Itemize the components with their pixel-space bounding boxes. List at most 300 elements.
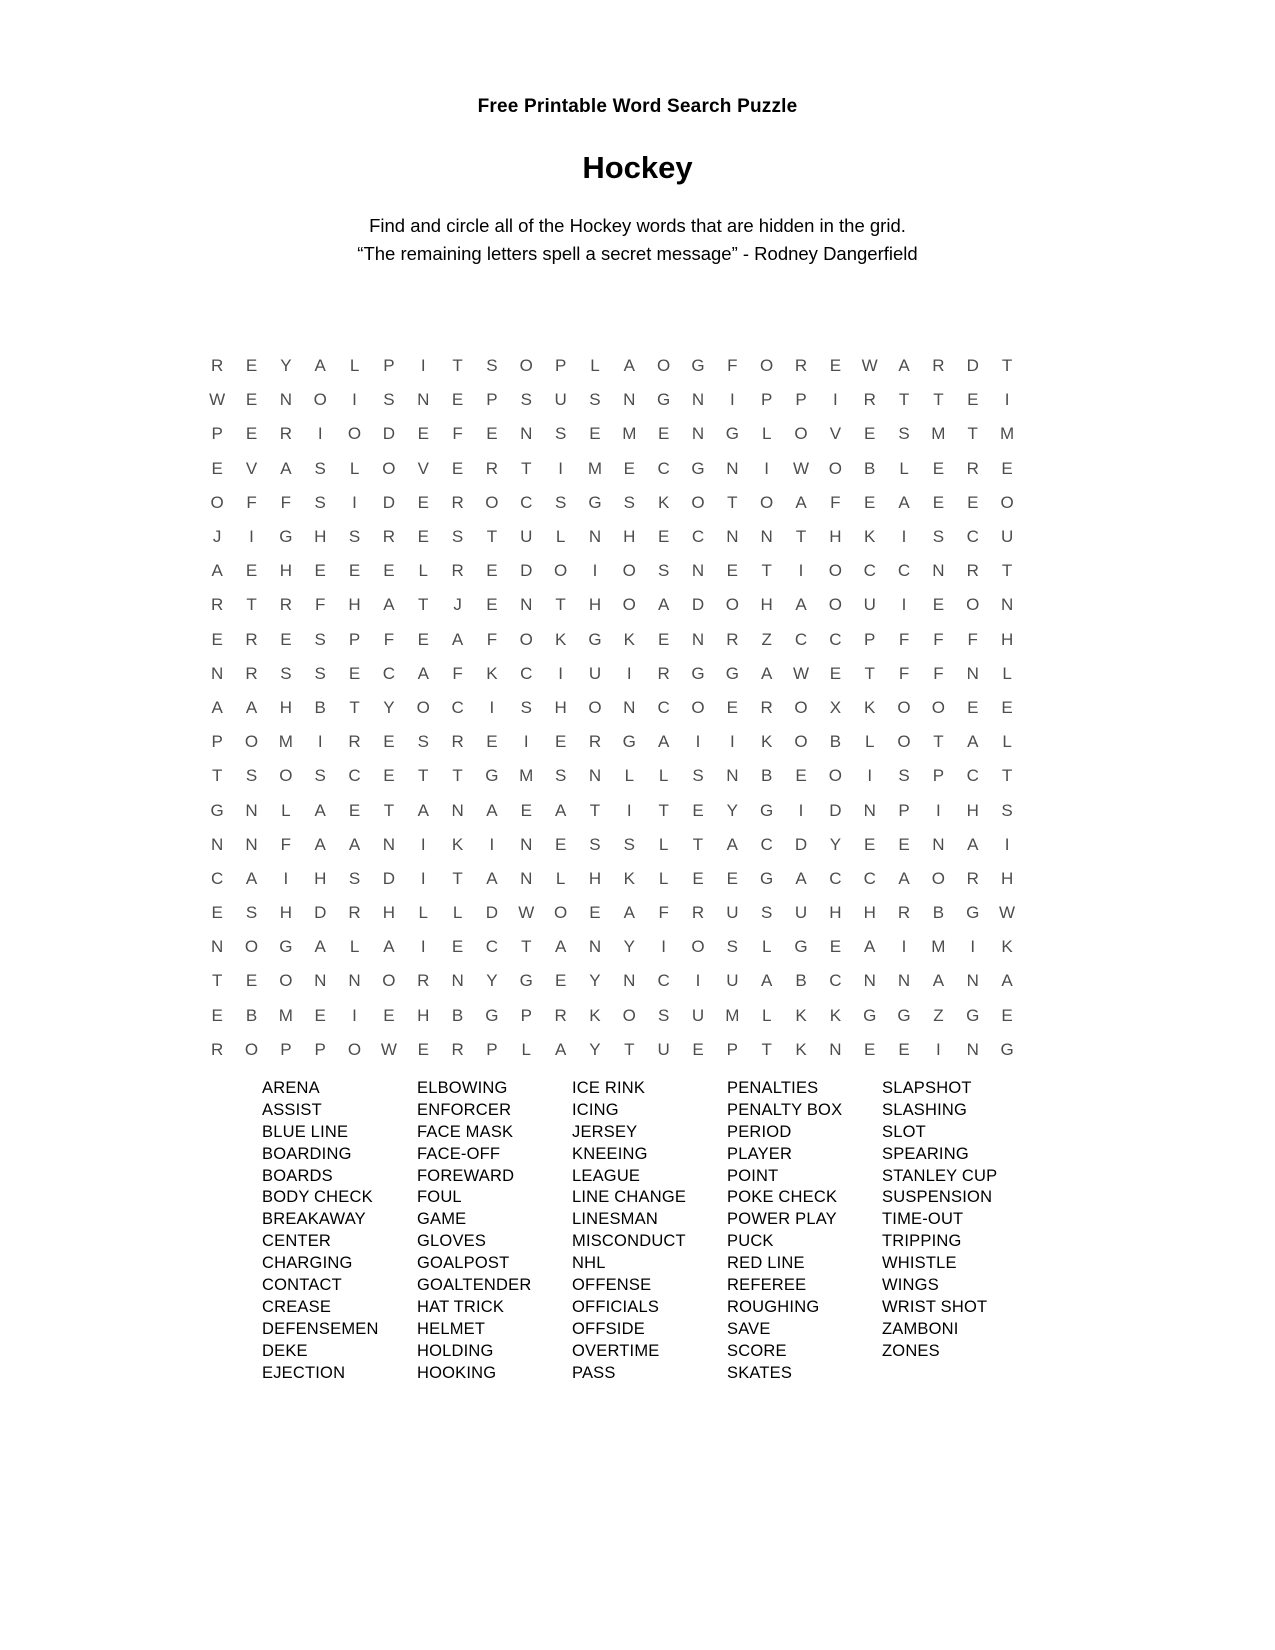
grid-letter: E (451, 390, 464, 410)
grid-letter: C (966, 766, 979, 786)
grid-row (200, 793, 1024, 827)
word-list-item: NHL (572, 1254, 606, 1273)
grid-letter: T (418, 766, 429, 786)
grid-letter: S (589, 390, 601, 410)
grid-letter: F (486, 629, 498, 649)
grid-letter: Y (623, 937, 635, 957)
grid-letter: I (867, 766, 873, 786)
grid-row (200, 930, 1024, 964)
grid-letter: O (553, 561, 568, 581)
word-list-column (727, 1078, 882, 1384)
word-list-item: OVERTIME (572, 1341, 660, 1360)
grid-row (200, 486, 1024, 520)
grid-row (200, 588, 1024, 622)
grid-letter: I (764, 458, 770, 478)
grid-letter: I (420, 834, 426, 854)
grid-row (200, 349, 1024, 383)
grid-letter: Y (383, 697, 395, 717)
grid-letter: O (382, 458, 396, 478)
grid-letter: T (1001, 561, 1013, 581)
grid-letter: T (933, 732, 944, 752)
grid-letter: E (864, 424, 876, 444)
grid-letter: S (554, 766, 567, 786)
grid-letter: O (313, 390, 327, 410)
word-list-item: HOLDING (417, 1341, 494, 1360)
grid-letter: Y (726, 800, 738, 820)
grid-letter: A (451, 629, 464, 649)
grid-letter: O (828, 766, 842, 786)
grid-letter: U (554, 390, 567, 410)
grid-letter: T (486, 527, 498, 547)
grid-letter: I (901, 937, 907, 957)
grid-letter: I (523, 732, 529, 752)
grid-letter: C (485, 937, 499, 957)
grid-letter: O (966, 595, 980, 615)
grid-letter: D (966, 356, 979, 376)
grid-letter: C (348, 766, 361, 786)
grid-letter: R (691, 903, 705, 923)
grid-letter: O (828, 561, 842, 581)
word-list-column (262, 1078, 417, 1384)
word-list-item: DEKE (262, 1341, 308, 1360)
grid-letter: L (349, 937, 360, 957)
grid-letter: E (211, 458, 223, 478)
grid-letter: A (383, 937, 395, 957)
grid-letter: E (898, 834, 910, 854)
grid-letter: A (657, 732, 670, 752)
word-list-item: OFFENSE (572, 1276, 652, 1295)
grid-row (200, 828, 1024, 862)
grid-letter: B (829, 732, 842, 752)
grid-letter: C (966, 527, 979, 547)
grid-letter: K (795, 1039, 807, 1059)
grid-letter: A (314, 356, 326, 376)
word-list-item: PENALTY BOX (727, 1100, 843, 1119)
grid-letter: E (417, 629, 429, 649)
grid-letter: A (554, 937, 567, 957)
grid-letter: O (760, 492, 774, 512)
grid-letter: I (626, 663, 632, 683)
puzzle-title: Hockey (582, 150, 693, 185)
grid-letter: E (211, 629, 223, 649)
grid-letter: Y (486, 971, 498, 991)
grid-letter: Y (280, 356, 292, 376)
grid-letter: B (932, 903, 945, 923)
grid-row (200, 725, 1024, 759)
grid-letter: A (245, 868, 258, 888)
grid-letter: H (554, 697, 567, 717)
grid-letter: F (898, 629, 910, 649)
grid-letter: U (726, 903, 739, 923)
grid-letter: A (795, 595, 807, 615)
word-list-item: HOOKING (417, 1363, 497, 1382)
grid-letter: F (933, 663, 944, 683)
grid-letter: A (348, 834, 361, 854)
grid-letter: C (382, 663, 396, 683)
grid-letter: H (279, 903, 292, 923)
grid-letter: E (417, 1039, 429, 1059)
grid-letter: O (691, 697, 705, 717)
grid-letter: H (966, 800, 979, 820)
grid-letter: R (554, 1005, 567, 1025)
word-list-item: ZONES (882, 1341, 940, 1360)
grid-letter: T (418, 595, 429, 615)
grid-letter: S (451, 527, 464, 547)
grid-letter: R (211, 1039, 224, 1059)
grid-letter: N (691, 424, 705, 444)
word-list-item: SLAPSHOT (882, 1079, 972, 1097)
grid-letter: T (555, 595, 566, 615)
grid-letter: I (901, 595, 907, 615)
grid-letter: T (452, 868, 463, 888)
grid-letter: H (1000, 868, 1014, 888)
grid-letter: B (245, 1005, 258, 1025)
grid-letter: C (863, 868, 876, 888)
grid-letter: N (520, 424, 533, 444)
grid-letter: E (864, 834, 876, 854)
grid-letter: B (864, 458, 876, 478)
grid-letter: N (588, 937, 602, 957)
grid-letter: P (761, 390, 773, 410)
grid-letter: N (279, 390, 292, 410)
grid-row (200, 623, 1024, 657)
grid-letter: G (279, 527, 293, 547)
grid-letter: E (211, 1005, 223, 1025)
grid-letter: V (829, 424, 842, 444)
grid-letter: E (417, 527, 429, 547)
grid-letter: A (967, 732, 979, 752)
grid-letter: L (555, 527, 566, 547)
grid-letter: G (760, 800, 774, 820)
grid-letter: R (657, 663, 670, 683)
grid-letter: G (210, 800, 224, 820)
grid-letter: L (1002, 663, 1012, 683)
grid-letter: B (761, 766, 773, 786)
grid-letter: A (795, 492, 807, 512)
grid-letter: L (658, 766, 669, 786)
grid-letter: K (864, 527, 876, 547)
word-list-item: HELMET (417, 1319, 486, 1338)
grid-letter: E (245, 356, 258, 376)
grid-letter: Y (589, 1039, 601, 1059)
grid-letter: I (729, 390, 735, 410)
grid-letter: S (520, 697, 532, 717)
grid-letter: H (829, 527, 842, 547)
grid-letter: L (281, 800, 291, 820)
grid-letter: N (1000, 595, 1014, 615)
grid-letter: E (348, 800, 361, 820)
grid-letter: A (211, 561, 223, 581)
grid-letter: A (623, 356, 635, 376)
grid-letter: T (383, 800, 395, 820)
grid-letter: I (832, 390, 838, 410)
grid-letter: E (589, 424, 601, 444)
grid-letter: O (794, 732, 808, 752)
grid-letter: U (691, 1005, 705, 1025)
grid-letter: D (691, 595, 705, 615)
word-list-item: OFFSIDE (572, 1319, 645, 1338)
word-list-column (417, 1078, 572, 1384)
grid-letter: P (314, 1039, 326, 1059)
grid-letter: E (486, 561, 498, 581)
grid-letter: K (589, 1005, 601, 1025)
word-list-item: BOARDING (262, 1144, 352, 1163)
grid-letter: H (279, 561, 292, 581)
grid-letter: R (211, 356, 224, 376)
grid-letter: G (485, 1005, 499, 1025)
grid-letter: H (588, 595, 602, 615)
grid-letter: S (348, 527, 361, 547)
grid-letter: E (211, 903, 223, 923)
grid-letter: K (761, 732, 773, 752)
grid-letter: L (761, 937, 772, 957)
grid-letter: O (828, 458, 842, 478)
grid-letter: A (314, 800, 326, 820)
word-list-item: FOUL (417, 1188, 462, 1207)
grid-letter: E (829, 663, 842, 683)
grid-letter: A (761, 971, 773, 991)
grid-letter: O (588, 697, 602, 717)
grid-letter: L (761, 1005, 772, 1025)
grid-letter: R (863, 390, 876, 410)
grid-letter: E (829, 356, 842, 376)
grid-letter: I (626, 800, 632, 820)
grid-letter: S (726, 937, 738, 957)
grid-letter: R (760, 697, 773, 717)
grid-letter: C (897, 561, 911, 581)
grid-letter: L (761, 424, 772, 444)
grid-letter: E (967, 492, 979, 512)
grid-letter: M (519, 766, 534, 786)
grid-letter: O (382, 971, 396, 991)
grid-letter: H (314, 527, 327, 547)
grid-letter: R (279, 595, 292, 615)
grid-letter: S (245, 766, 258, 786)
grid-letter: P (932, 766, 945, 786)
word-list-item: HAT TRICK (417, 1297, 505, 1316)
grid-letter: W (792, 458, 810, 478)
grid-letter: E (692, 1039, 704, 1059)
grid-letter: S (623, 834, 635, 854)
grid-letter: R (279, 424, 292, 444)
grid-letter: R (794, 356, 808, 376)
grid-letter: G (760, 868, 774, 888)
word-list-item: GOALTENDER (417, 1276, 532, 1295)
grid-letter: E (932, 595, 945, 615)
grid-letter: E (1001, 1005, 1013, 1025)
grid-letter: S (314, 629, 326, 649)
grid-letter: L (452, 903, 463, 923)
grid-letter: A (726, 834, 738, 854)
grid-letter: N (520, 834, 533, 854)
grid-letter: W (861, 356, 878, 376)
grid-letter: E (692, 868, 704, 888)
grid-letter: N (726, 458, 739, 478)
grid-letter: L (521, 1039, 531, 1059)
word-list-item: GAME (417, 1210, 467, 1229)
grid-letter: I (558, 663, 563, 683)
grid-letter: L (899, 458, 909, 478)
grid-letter: W (380, 1039, 397, 1059)
grid-letter: O (691, 937, 705, 957)
grid-letter: L (1002, 732, 1012, 752)
grid-letter: W (518, 903, 535, 923)
grid-letter: N (760, 527, 773, 547)
grid-letter: O (760, 356, 774, 376)
grid-letter: A (623, 903, 635, 923)
page-title: Free Printable Word Search Puzzle (477, 96, 798, 117)
grid-row (200, 999, 1024, 1033)
grid-letter: W (209, 390, 226, 410)
grid-letter: O (244, 937, 259, 957)
grid-letter: R (348, 732, 361, 752)
word-list-item: MISCONDUCT (572, 1232, 686, 1251)
grid-letter: E (932, 458, 945, 478)
grid-letter: R (932, 356, 945, 376)
grid-letter: G (622, 732, 636, 752)
grid-letter: A (554, 1039, 567, 1059)
grid-letter: I (420, 356, 426, 376)
grid-letter: S (245, 903, 258, 923)
grid-letter: G (519, 971, 533, 991)
grid-letter: P (898, 800, 910, 820)
grid-letter: D (520, 561, 533, 581)
grid-letter: A (417, 663, 429, 683)
grid-letter: S (417, 732, 429, 752)
grid-letter: S (657, 1005, 670, 1025)
word-list-item: ENFORCER (417, 1100, 512, 1119)
grid-letter: R (726, 629, 739, 649)
grid-letter: S (898, 424, 910, 444)
grid-letter: W (999, 903, 1016, 923)
grid-letter: O (210, 492, 224, 512)
grid-letter: T (761, 1039, 772, 1059)
grid-letter: C (657, 458, 670, 478)
grid-letter: N (829, 1039, 842, 1059)
grid-letter: N (966, 663, 979, 683)
grid-letter: N (451, 800, 464, 820)
grid-letter: P (864, 629, 876, 649)
word-list-item: KNEEING (572, 1144, 648, 1163)
grid-letter: K (623, 868, 635, 888)
word-search-grid (200, 349, 1024, 1067)
grid-letter: L (349, 458, 360, 478)
grid-letter: F (280, 492, 292, 512)
grid-letter: B (795, 971, 807, 991)
grid-letter: O (691, 492, 705, 512)
grid-letter: O (897, 697, 911, 717)
grid-letter: O (347, 1039, 362, 1059)
word-list-item: CENTER (262, 1232, 332, 1251)
grid-letter: M (278, 1005, 293, 1025)
grid-letter: N (211, 834, 224, 854)
grid-letter: E (280, 629, 292, 649)
grid-letter: A (314, 937, 326, 957)
grid-letter: R (966, 868, 979, 888)
grid-letter: M (931, 937, 946, 957)
grid-letter: N (691, 390, 705, 410)
instructions-line-1: Find and circle all of the Hockey words that are hidden in the grid. (369, 215, 906, 236)
grid-letter: U (726, 971, 739, 991)
word-list-item: STANLEY CUP (882, 1166, 998, 1185)
grid-letter: S (589, 834, 601, 854)
grid-letter: N (382, 834, 396, 854)
grid-letter: F (967, 629, 978, 649)
grid-letter: E (314, 1005, 326, 1025)
grid-letter: C (520, 663, 533, 683)
word-list-item: CONTACT (262, 1276, 342, 1295)
grid-letter: D (794, 834, 808, 854)
grid-letter: O (519, 629, 533, 649)
grid-letter: R (897, 903, 911, 923)
grid-letter: I (489, 834, 495, 854)
grid-letter: T (727, 492, 738, 512)
word-list-item: TIME-OUT (882, 1210, 964, 1229)
grid-letter: I (1004, 834, 1010, 854)
grid-letter: F (658, 903, 669, 923)
word-list-item: FOREWARD (417, 1166, 515, 1185)
grid-letter: S (314, 663, 326, 683)
grid-letter: N (623, 390, 636, 410)
grid-letter: H (348, 595, 361, 615)
grid-letter: E (657, 629, 670, 649)
grid-letter: K (554, 629, 567, 649)
grid-letter: G (691, 663, 705, 683)
grid-letter: X (829, 697, 842, 717)
grid-letter: I (936, 800, 941, 820)
grid-letter: C (520, 492, 533, 512)
grid-letter: R (588, 732, 602, 752)
grid-letter: I (798, 561, 804, 581)
grid-letter: O (279, 766, 293, 786)
grid-letter: K (657, 492, 670, 512)
grid-letter: D (829, 800, 842, 820)
grid-letter: A (554, 800, 567, 820)
grid-letter: E (314, 561, 326, 581)
grid-letter: N (897, 971, 911, 991)
grid-row (200, 896, 1024, 930)
grid-letter: O (1000, 492, 1014, 512)
word-list-item: JERSEY (572, 1122, 638, 1141)
word-list (262, 1078, 1037, 1384)
grid-letter: O (794, 424, 808, 444)
grid-letter: E (417, 492, 429, 512)
grid-letter: N (932, 561, 945, 581)
grid-letter: R (245, 629, 258, 649)
grid-letter: N (726, 527, 739, 547)
grid-letter: A (314, 834, 326, 854)
grid-letter: R (348, 903, 361, 923)
grid-letter: I (283, 868, 289, 888)
grid-letter: S (383, 390, 395, 410)
grid-letter: T (1001, 356, 1013, 376)
grid-letter: N (245, 834, 258, 854)
grid-letter: I (695, 732, 701, 752)
grid-letter: H (314, 868, 327, 888)
grid-letter: G (691, 458, 705, 478)
grid-row (200, 554, 1024, 588)
grid-letter: I (317, 424, 323, 444)
grid-letter: F (452, 424, 463, 444)
grid-letter: Z (933, 1005, 944, 1025)
grid-letter: P (554, 356, 567, 376)
grid-letter: E (348, 663, 361, 683)
grid-letter: M (725, 1005, 740, 1025)
word-list-item: WHISTLE (882, 1254, 957, 1273)
grid-letter: I (249, 527, 254, 547)
grid-letter: D (382, 492, 396, 512)
grid-letter: N (348, 971, 361, 991)
